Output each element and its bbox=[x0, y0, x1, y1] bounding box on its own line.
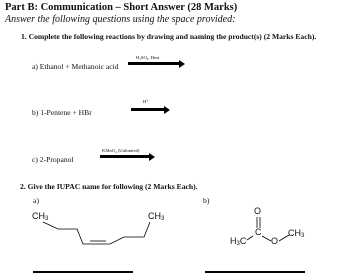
structure-b-left-methyl: H3C bbox=[230, 236, 247, 247]
structure-b-carbonyl-o: O bbox=[254, 206, 262, 216]
question-2-prompt: 2. Give the IUPAC name for following (2 Marks Each). bbox=[20, 182, 198, 191]
section-title: Part B: Communication – Short Answer (28 Marks) bbox=[5, 2, 238, 13]
reaction-a-reactants: a) Ethanol + Methanoic acid bbox=[32, 62, 119, 71]
structure-b-carbon: C bbox=[255, 227, 262, 237]
question-1-prompt: 1. Complete the following reactions by drawing and naming the product(s) (2 Marks Each). bbox=[21, 32, 317, 41]
reaction-c-condition: KMnO₄ (Unlimited) bbox=[102, 148, 140, 153]
answer-line-b bbox=[205, 271, 305, 273]
part-b-label: b) bbox=[203, 196, 210, 205]
reaction-a-condition: H₂SO₄, Heat bbox=[136, 55, 160, 60]
structure-a-left-methyl: CH3 bbox=[32, 211, 49, 222]
reaction-b-reactants: b) 1-Pentene + HBr bbox=[32, 108, 92, 117]
structure-b-ether-o: O bbox=[271, 236, 279, 246]
structure-b-right-methyl: CH3 bbox=[288, 228, 305, 239]
part-a-label: a) bbox=[33, 196, 40, 205]
section-instructions: Answer the following questions using the space provided: bbox=[5, 14, 236, 25]
reaction-c-reactants: c) 2-Propanol bbox=[32, 155, 74, 164]
reaction-b-condition: H⁺ bbox=[143, 99, 149, 104]
structure-a-right-methyl: CH3 bbox=[148, 211, 165, 222]
